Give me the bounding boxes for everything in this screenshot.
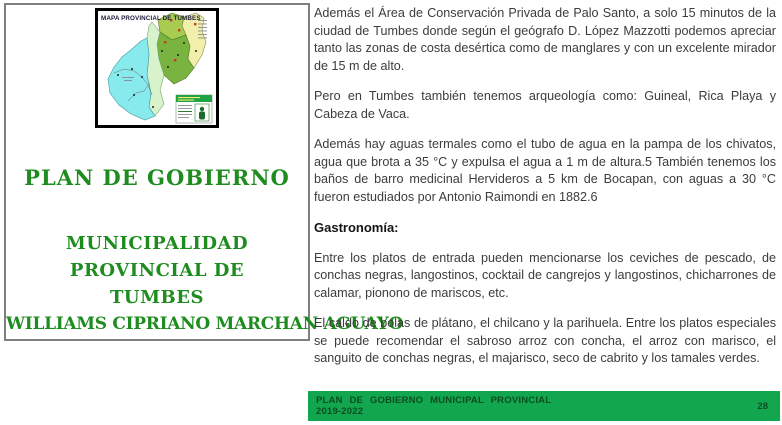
paragraph-palo-santo: Además el Área de Conservación Privada de Palo Santo, a solo 15 minutos de la ciudad de Tumbes donde según el geógrafo D. López Mazzotti podemos apreciar tanto las zonas de costa desértica como de manglares y con un excelente mirador de 15 m de alto. xyxy=(314,6,776,73)
tumbes-province-map xyxy=(95,8,219,128)
candidate-name: WILLIAMS CIPRIANO MARCHAN AGUAYO xyxy=(6,314,403,334)
legend-person-icon xyxy=(200,107,204,111)
plan-title: PLAN DE GOBIERNO xyxy=(24,165,290,190)
municipality-title-line1: MUNICIPALIDAD PROVINCIAL DE xyxy=(65,233,249,281)
map-title: MAPA PROVINCIAL DE TUMBES xyxy=(101,15,201,22)
map-legend xyxy=(176,95,212,123)
main-text-column xyxy=(314,5,776,381)
footer-years: 2019-2022 xyxy=(316,406,364,417)
municipality-title xyxy=(6,230,308,311)
footer-bar xyxy=(308,391,780,421)
footer-title-block xyxy=(316,395,551,418)
footer-title: PLAN DE GOBIERNO MUNICIPAL PROVINCIAL xyxy=(316,394,552,406)
page-number: 28 xyxy=(757,400,768,412)
paragraph-platos-especiales: El caldo de bolas de plátano, el chilcano y la parihuela. Entre los platos especiales se puede recomendar el sabroso arroz con concha, el arroz con marisco, el sanguito de conchas negras, el majarisco, seco de cabrito y los tamales verdes. xyxy=(314,316,776,365)
paragraph-aguas-termales: Además hay aguas termales como el tubo de agua en la pampa de los chivatos, agua que brota a 35 °C y expulsa el agua a 1 m de altura.5 También tenemos los baños de barro medicinal Hervideros a 5 km de Bocapan, con aguas a 30 °C fueron estudiados por Antonio Raimondi en 1882.6 xyxy=(314,137,776,204)
gastronomia-heading: Gastronomía: xyxy=(314,220,399,235)
paragraph-platos-entrada: Entre los platos de entrada pueden mencionarse los ceviches de pescado, de conchas negras, langostinos, cocktail de cangrejos y langostinos, chicharrones de calamar, pionono de mariscos, etc. xyxy=(314,250,776,300)
paragraph-arqueologia: Pero en Tumbes también tenemos arqueología como: Guineal, Rica Playa y Cabeza de Vaca. xyxy=(314,89,776,121)
municipality-title-line2: TUMBES xyxy=(110,287,204,308)
map-graphic xyxy=(98,11,216,125)
